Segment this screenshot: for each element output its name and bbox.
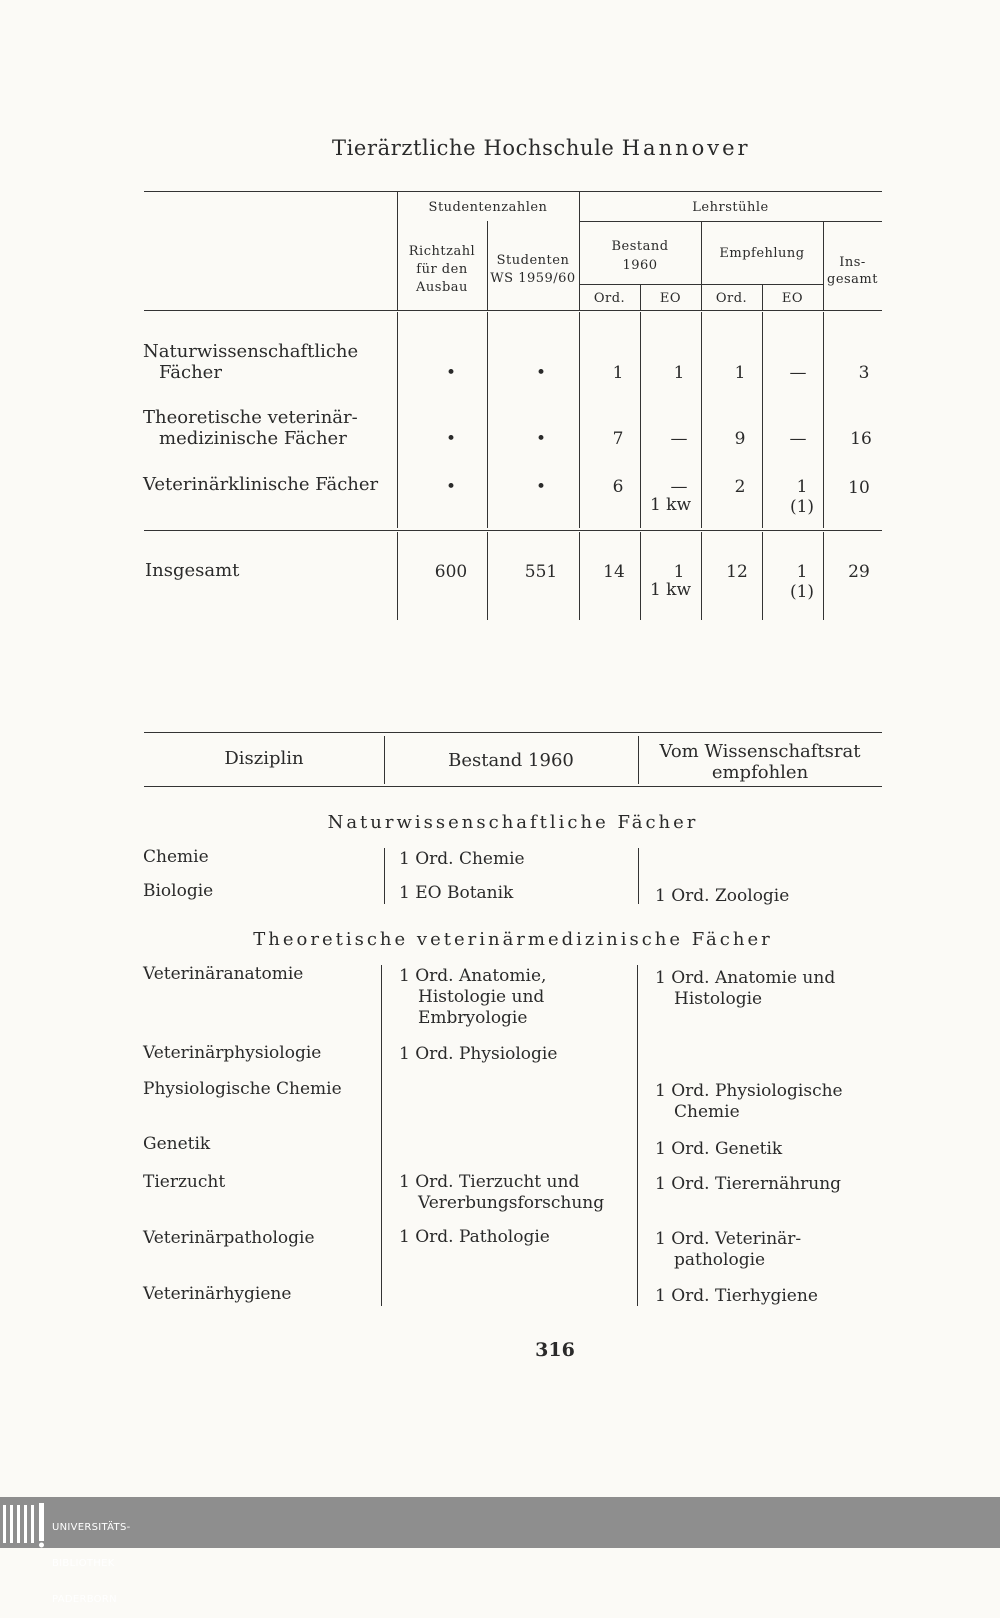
cell-richtzahl: • (445, 363, 457, 383)
page-title (332, 136, 751, 160)
library-name: UNIVERSITÄTS- BIBLIOTHEK PADERBORN (52, 1522, 131, 1605)
header-empfehlung-ord: Ord. (715, 291, 748, 306)
total-richtzahl: 600 (434, 562, 468, 582)
disziplin-biologie: Biologie (143, 881, 214, 901)
row-label-veterinaerklinische: Veterinärklinische Fächer (143, 474, 379, 495)
cell-bestand-ord: 7 (612, 429, 624, 449)
library-logo-icon (0, 1497, 48, 1548)
cell-bestand-ord: 1 (612, 363, 624, 383)
bestand-chemie: 1 Ord. Chemie (399, 849, 525, 869)
table2-header-rule (144, 786, 882, 787)
table2-top-rule (144, 732, 882, 733)
table2-vline (637, 965, 638, 1306)
total-insgesamt: 29 (848, 562, 870, 582)
table1-lehrstuehle-rule (579, 221, 882, 222)
title-city: Hannover (621, 136, 751, 160)
cell-empf-eo: 1 (796, 477, 808, 497)
cell-insgesamt: 3 (858, 363, 870, 383)
cell-studenten: • (535, 363, 547, 383)
header-disziplin: Disziplin (224, 748, 304, 769)
empfohlen-tierzucht: 1 Ord. Tierernährung (655, 1174, 842, 1194)
total-bestand-eo: 1 (673, 562, 685, 582)
disziplin-veterinaerphysiologie: Veterinärphysiologie (143, 1043, 322, 1063)
empfohlen-veterinaerpathologie: 1 Ord. Veterinär- pathologie (655, 1229, 802, 1270)
cell-empf-ord: 9 (734, 429, 746, 449)
bestand-tierzucht: 1 Ord. Tierzucht und Vererbungsforschung (399, 1172, 605, 1213)
cell-bestand-eo-note: 1 kw (649, 495, 692, 515)
total-bestand-eo-note: 1 kw (649, 580, 692, 600)
header-richtzahl: Richtzahl für den Ausbau (408, 244, 476, 295)
header-empfohlen: Vom Wissenschaftsrat empfohlen (659, 741, 861, 783)
cell-bestand-eo: — (670, 429, 688, 449)
total-studenten: 551 (524, 562, 558, 582)
disziplin-genetik: Genetik (143, 1134, 211, 1154)
header-studenten: Studenten WS 1959/60 (490, 253, 576, 286)
total-bestand-ord: 14 (603, 562, 625, 582)
row-label-theoretische: Theoretische veterinär- medizinische Fächer (143, 407, 358, 449)
cell-empf-ord: 2 (734, 477, 746, 497)
bestand-biologie: 1 EO Botanik (399, 883, 514, 903)
disziplin-chemie: Chemie (143, 847, 209, 867)
header-bestand-ord: Ord. (593, 291, 626, 306)
empfohlen-physiologische-chemie: 1 Ord. Physiologische Chemie (655, 1081, 843, 1122)
section-naturwissenschaftliche: Naturwissenschaftliche Fächer (327, 812, 699, 833)
header-empfehlung: Empfehlung (719, 246, 805, 261)
header-studentenzahlen: Studentenzahlen (428, 200, 548, 215)
disziplin-veterinaerhygiene: Veterinärhygiene (143, 1284, 292, 1304)
empfohlen-veterinaeranatomie: 1 Ord. Anatomie und Histologie (655, 968, 836, 1009)
header-lehrstuehle: Lehrstühle (692, 200, 769, 215)
disziplin-veterinaerpathologie: Veterinärpathologie (143, 1228, 315, 1248)
table2-vline (384, 848, 385, 904)
total-empf-eo: 1 (796, 562, 808, 582)
cell-insgesamt: 16 (850, 429, 872, 449)
cell-bestand-ord: 6 (612, 477, 624, 497)
cell-richtzahl: • (445, 429, 457, 449)
header-insgesamt: Ins- gesamt (827, 255, 878, 287)
bestand-veterinaeranatomie: 1 Ord. Anatomie, Histologie und Embryologie (399, 966, 547, 1028)
cell-empf-eo: — (789, 429, 807, 449)
cell-richtzahl: • (445, 477, 457, 497)
cell-bestand-eo: — (670, 477, 688, 497)
header-bestand: Bestand 1960 (611, 239, 669, 273)
empfohlen-genetik: 1 Ord. Genetik (655, 1139, 783, 1159)
disziplin-tierzucht: Tierzucht (143, 1172, 226, 1192)
title-main: Tierärztliche Hochschule (332, 136, 615, 160)
bestand-veterinaerpathologie: 1 Ord. Pathologie (399, 1227, 550, 1247)
header-bestand-eo: EO (659, 291, 682, 306)
table1-header-bottom-rule (144, 310, 882, 311)
total-empf-ord: 12 (726, 562, 748, 582)
table2-vline (381, 965, 382, 1306)
page-number: 316 (535, 1339, 575, 1361)
bestand-veterinaerphysiologie: 1 Ord. Physiologie (399, 1044, 558, 1064)
library-footer-bar (0, 1497, 1000, 1548)
disziplin-physiologische-chemie: Physiologische Chemie (143, 1079, 342, 1099)
total-empf-eo-note: (1) (789, 582, 815, 602)
cell-insgesamt: 10 (848, 478, 870, 498)
disziplin-veterinaeranatomie: Veterinäranatomie (143, 964, 304, 984)
section-theoretische: Theoretische veterinärmedizinische Fächer (253, 929, 773, 950)
header-empfehlung-eo: EO (781, 291, 804, 306)
row-label-naturwissenschaftliche: Naturwissenschaftliche Fächer (143, 341, 359, 383)
cell-empf-eo-note: (1) (789, 497, 815, 517)
cell-empf-ord: 1 (734, 363, 746, 383)
empfohlen-biologie: 1 Ord. Zoologie (655, 886, 790, 906)
cell-empf-eo: — (789, 363, 807, 383)
table1-total-rule (144, 530, 882, 531)
cell-studenten: • (535, 429, 547, 449)
cell-studenten: • (535, 477, 547, 497)
cell-bestand-eo: 1 (673, 363, 685, 383)
empfohlen-veterinaerhygiene: 1 Ord. Tierhygiene (655, 1286, 818, 1306)
total-label: Insgesamt (145, 560, 240, 581)
header-bestand-1960: Bestand 1960 (448, 750, 574, 771)
table2-vline (638, 848, 639, 904)
table1-top-rule (144, 191, 882, 192)
